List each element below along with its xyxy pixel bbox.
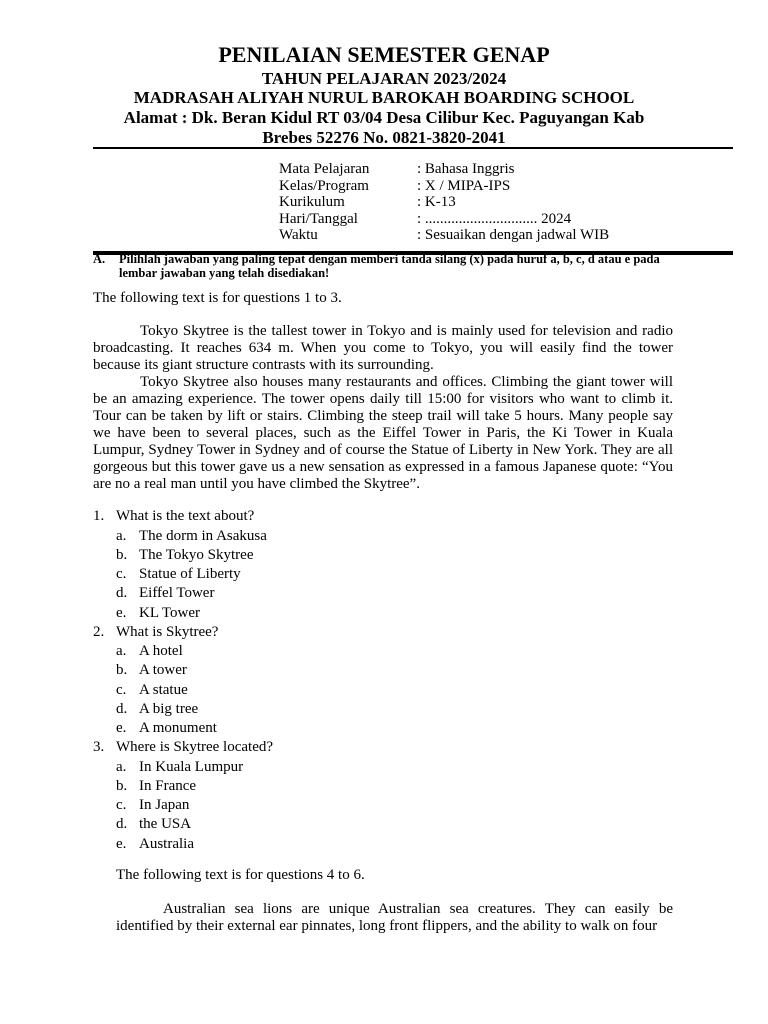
option-text: The dorm in Asakusa <box>139 528 267 544</box>
passage-intro-1: The following text is for questions 1 to 3. <box>93 290 342 306</box>
instruction-text: Pilihlah jawaban yang paling tepat dengan memberi tanda silang (x) pada huruf a, b, c, d atau e pada lembar jawaban yang telah disediakan! <box>119 252 660 280</box>
option-text: Statue of Liberty <box>139 566 241 582</box>
question-text: Where is Skytree located? <box>116 739 274 755</box>
option-text: A statue <box>139 682 188 698</box>
passage-1-paragraph-1: Tokyo Skytree is the tallest tower in Tokyo and is mainly used for television and radio broadcasting. It reaches 634 m. When you come to Tokyo, you will easily find the tower because its giant structure contrasts with its surrounding. <box>93 323 673 373</box>
option-text: KL Tower <box>139 605 201 621</box>
option-text: Australia <box>139 836 194 852</box>
option-letter: e. <box>116 605 127 621</box>
option-text: In France <box>139 778 197 794</box>
option-letter: a. <box>116 643 127 659</box>
option-letter: c. <box>116 797 127 813</box>
question-number: 1. <box>93 508 105 524</box>
passage-1-paragraph-2: Tokyo Skytree also houses many restaurants and offices. Climbing the giant tower will be an amazing experience. The tower opens daily till 15:00 for visitors who want to climb it. Tour can be taken by lift or stairs. Climbing the steep trail will take 5 hours. Many people say we have been to several places, such as the Eiffel Tower in Paris, the Ki Tower in Kuala Lumpur, Sydney Tower in Sydney and of course the Statue of Liberty in New York. They are all gorgeous but this tower gave us a new sensation as expressed in a famous Japanese quote: “You are no a real man until you have climbed the Skytree”. <box>93 374 673 492</box>
option-letter: b. <box>116 547 128 563</box>
info-value: : X / MIPA-IPS <box>417 177 511 194</box>
school-name: MADRASAH ALIYAH NURUL BAROKAH BOARDING SCHOOL <box>133 88 635 107</box>
option-letter: b. <box>116 662 128 678</box>
info-value: : K-13 <box>417 194 456 210</box>
option-letter: a. <box>116 528 127 544</box>
option-letter: c. <box>116 682 127 698</box>
option-text: A big tree <box>139 701 199 717</box>
question-number: 2. <box>93 624 105 640</box>
option-letter: c. <box>116 566 127 582</box>
info-label: Hari/Tanggal <box>279 210 358 227</box>
school-address-line-2: Brebes 52276 No. 0821-3820-2041 <box>262 128 506 147</box>
school-address-line-1: Alamat : Dk. Beran Kidul RT 03/04 Desa Cilibur Kec. Paguyangan Kab <box>123 108 645 127</box>
header-divider <box>93 147 733 149</box>
option-letter: e. <box>116 720 127 736</box>
option-text: In Kuala Lumpur <box>139 759 244 775</box>
option-letter: d. <box>116 585 128 601</box>
exam-title: PENILAIAN SEMESTER GENAP <box>218 42 550 67</box>
info-label: Kurikulum <box>279 194 345 210</box>
info-label: Mata Pelajaran <box>279 161 370 177</box>
option-letter: b. <box>116 778 128 794</box>
option-letter: d. <box>116 701 128 717</box>
question-text: What is Skytree? <box>116 624 219 640</box>
option-letter: a. <box>116 759 127 775</box>
option-text: Eiffel Tower <box>139 585 215 601</box>
option-text: In Japan <box>139 797 190 813</box>
option-letter: e. <box>116 836 127 852</box>
option-text: the USA <box>139 816 192 832</box>
question-text: What is the text about? <box>116 508 255 524</box>
option-text: A hotel <box>139 643 183 659</box>
section-number: A. <box>93 252 106 266</box>
info-label: Kelas/Program <box>279 177 369 194</box>
academic-year: TAHUN PELAJARAN 2023/2024 <box>261 69 507 88</box>
option-text: A tower <box>139 662 187 678</box>
info-value: : Bahasa Inggris <box>417 161 515 177</box>
option-text: A monument <box>139 720 217 736</box>
option-text: The Tokyo Skytree <box>139 547 254 563</box>
info-value: : .............................. 2024 <box>417 210 572 227</box>
info-label: Waktu <box>279 227 318 243</box>
passage-intro-2: The following text is for questions 4 to 6. <box>116 867 365 883</box>
question-number: 3. <box>93 739 105 755</box>
option-letter: d. <box>116 816 128 832</box>
passage-2-paragraph-1: Australian sea lions are unique Australian sea creatures. They can easily be identified by their external ear pinnates, long front flippers, and the ability to walk on four <box>116 901 673 934</box>
info-value: : Sesuaikan dengan jadwal WIB <box>417 227 610 243</box>
